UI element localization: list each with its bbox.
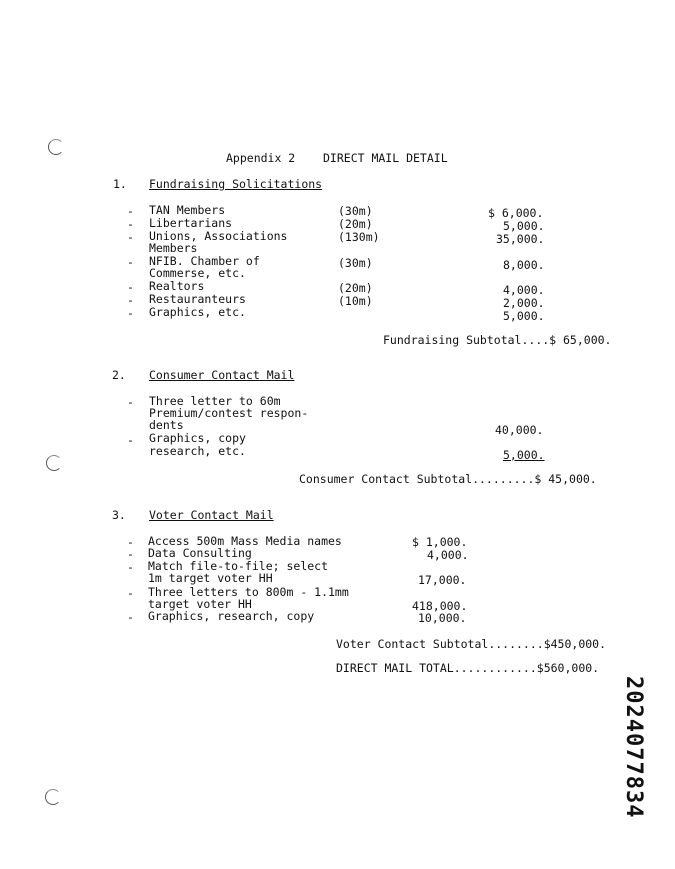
item-quantity: (20m) [338,281,373,295]
item-quantity: (10m) [338,294,373,308]
bullet-dash: - [127,230,134,244]
bullet-dash: - [127,535,134,549]
item-amount: 17,000. [418,573,467,587]
item-label: Three letters to 800m - 1.1mm [148,585,349,599]
fundraising-subtotal: Fundraising Subtotal....$ 65,000. [383,333,612,347]
item-label: Data Consulting [148,546,252,560]
item-label: Premium/contest respon- [149,406,309,420]
consumer-contact-subtotal: Consumer Contact Subtotal.........$ 45,000. [299,472,597,486]
bullet-dash: - [127,293,134,307]
item-label: Three letter to 60m [149,394,281,408]
item-amount: 40,000. [495,423,544,437]
page-title: DIRECT MAIL DETAIL [323,151,448,165]
item-label: Graphics, etc. [149,305,246,319]
bullet-dash: - [127,217,134,231]
section-3-number: 3. [112,508,126,522]
item-label: Restauranteurs [149,292,246,306]
item-label: Unions, Associations [149,229,288,243]
item-label: Libertarians [149,216,233,230]
item-label: Commerse, etc. [149,266,246,280]
item-amount: 4,000. [503,283,545,297]
bullet-dash: - [127,586,134,600]
bullet-dash: - [127,547,134,561]
section-3-title: Voter Contact Mail [149,508,274,522]
item-label: target voter HH [148,597,252,611]
item-label: Realtors [149,279,205,293]
section-2-title: Consumer Contact Mail [149,368,295,382]
item-label: dents [149,418,184,432]
item-label: TAN Members [149,203,226,217]
item-label: 1m target voter HH [148,571,273,585]
item-label: NFIB. Chamber of [149,254,260,268]
bullet-dash: - [127,255,134,269]
item-amount: 8,000. [503,258,545,272]
item-quantity: (30m) [338,204,373,218]
item-amount: 35,000. [496,232,545,246]
item-amount: 10,000. [418,611,467,625]
item-amount: 5,000. [503,448,545,462]
bullet-dash: - [127,306,134,320]
section-2-number: 2. [112,368,126,382]
item-amount: $ 1,000. [412,535,468,549]
document-id: 2024077834 [621,676,646,819]
item-amount: 2,000. [503,296,545,310]
item-quantity: (20m) [338,217,373,231]
direct-mail-total: DIRECT MAIL TOTAL............$560,000. [336,661,600,675]
item-amount: $ 6,000. [488,206,544,220]
bullet-dash: - [127,395,134,409]
bullet-dash: - [127,280,134,294]
punch-hole-bottom [45,789,61,805]
item-amount: 418,000. [412,599,468,613]
item-label: Access 500m Mass Media names [148,534,342,548]
item-amount: 5,000. [503,219,545,233]
item-label: research, etc. [149,444,246,458]
punch-hole-middle [46,455,62,471]
item-label: Match file-to-file; select [148,559,329,573]
punch-hole-top [48,139,64,155]
bullet-dash: - [127,204,134,218]
appendix-label: Appendix 2 [226,151,296,165]
section-1-title: Fundraising Solicitations [149,177,323,191]
section-1-number: 1. [113,177,127,191]
voter-contact-subtotal: Voter Contact Subtotal........$450,000. [336,637,607,651]
item-label: Graphics, copy [149,431,246,445]
item-amount: 4,000. [427,548,469,562]
item-amount: 5,000. [503,309,545,323]
bullet-dash: - [127,433,134,447]
item-quantity: (130m) [338,230,380,244]
bullet-dash: - [127,560,134,574]
bullet-dash: - [127,610,134,624]
item-label: Graphics, research, copy [148,609,315,623]
item-quantity: (30m) [338,256,373,270]
item-label: Members [149,241,198,255]
